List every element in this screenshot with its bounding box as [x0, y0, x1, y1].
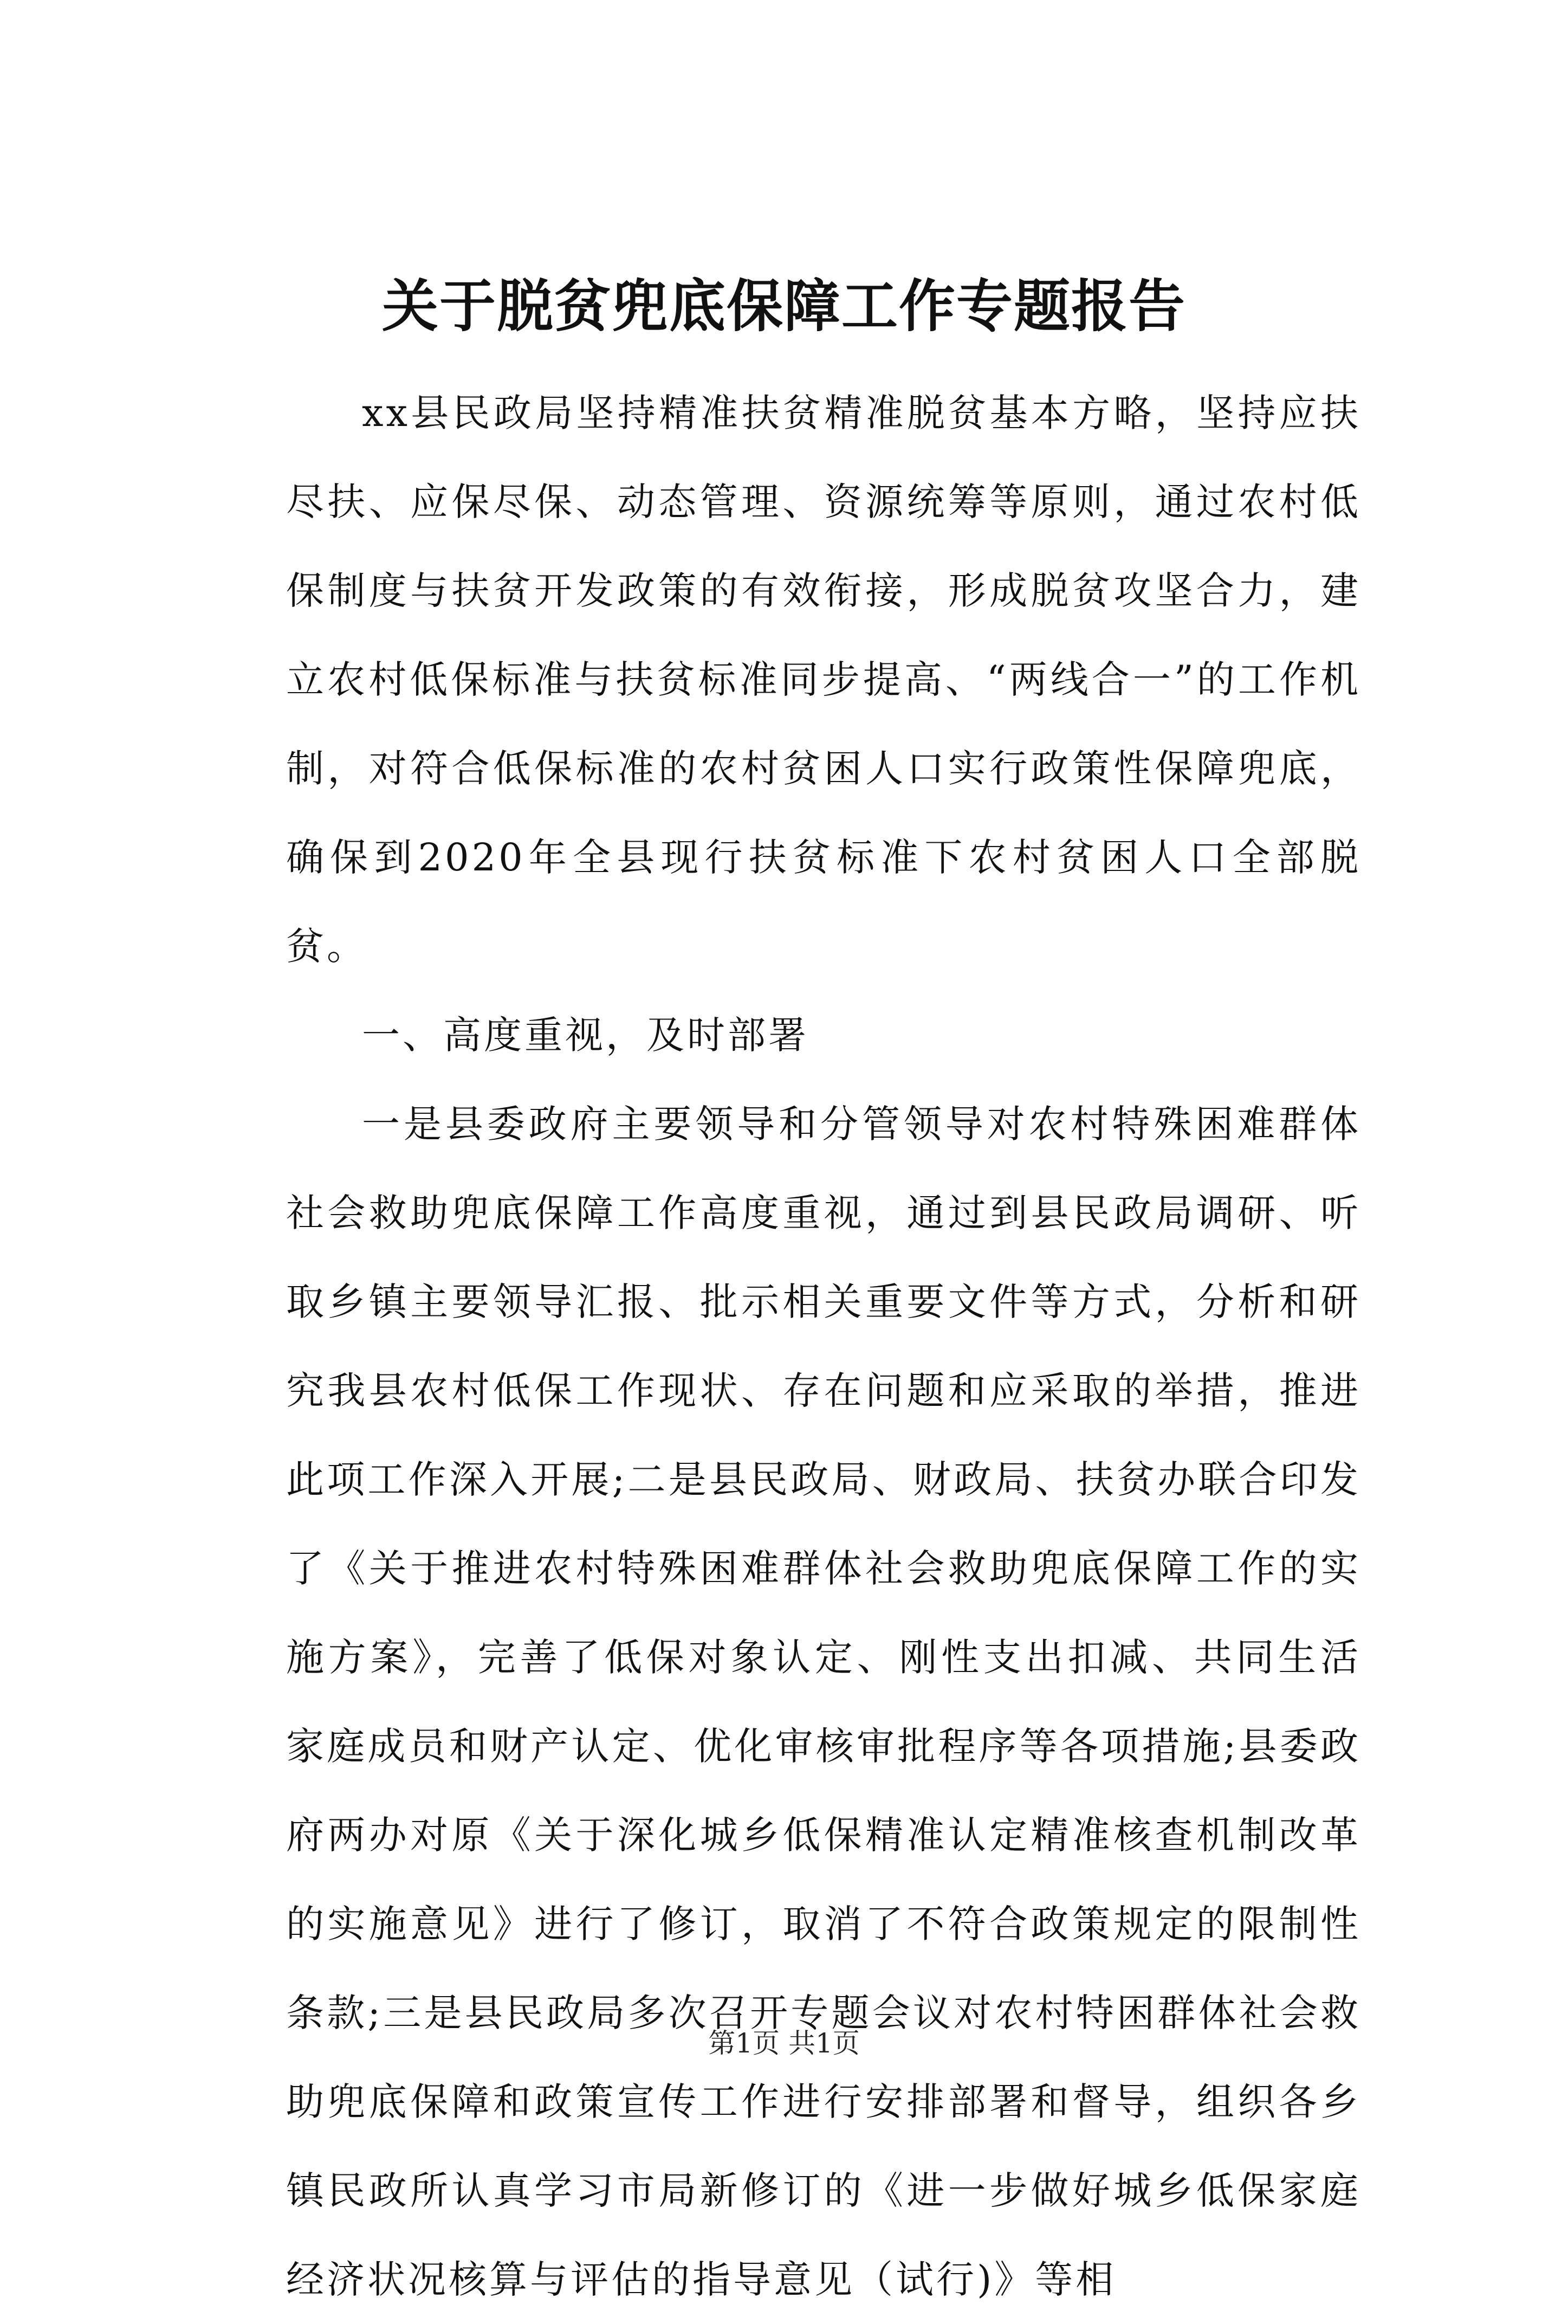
section-paragraph: 一是县委政府主要领导和分管领导对农村特殊困难群体社会救助兜底保障工作高度重视，通过到县民政局调研、听取乡镇主要领导汇报、批示相关重要文件等方式，分析和研究我县农村低保工作现状、存在问题和应采取的举措，推进此项工作深入开展;二是县民政局、财政局、扶贫办联合印发了《关于推进农村特殊困难群体社会救助兜底保障工作的实施方案》，完善了低保对象认定、刚性支出扣减、共同生活家庭成员和财产认定、优化审核审批程序等各项措施;县委政府两办对原《关于深化城乡低保精准认定精准核查机制改革的实施意见》进行了修订，取消了不符合政策规定的限制性条款;三是县民政局多次召开专题会议对农村特困群体社会救助兜底保障和政策宣传工作进行安排部署和督导，组织各乡镇民政所认真学习市局新修订的《进一步做好城乡低保家庭经济状况核算与评估的指导意见（试行)》等相 — [286, 1102, 1361, 2302]
section-heading: 一、高度重视，及时部署 — [362, 1013, 809, 1057]
document-title: 关于脱贫兜底保障工作专题报告 — [381, 273, 1186, 339]
page-number-footer: 第1页 共1页 — [708, 2028, 860, 2059]
intro-paragraph: xx县民政局坚持精准扶贫精准脱贫基本方略，坚持应扶尽扶、应保尽保、动态管理、资源统筹等原则，通过农村低保制度与扶贫开发政策的有效衔接，形成脱贫攻坚合力，建立农村低保标准与扶贫标准同步提高、“两线合一”的工作机制，对符合低保标准的农村贫困人口实行政策性保障兜底，确保到2020年全县现行扶贫标准下农村贫困人口全部脱贫。 — [286, 391, 1361, 969]
